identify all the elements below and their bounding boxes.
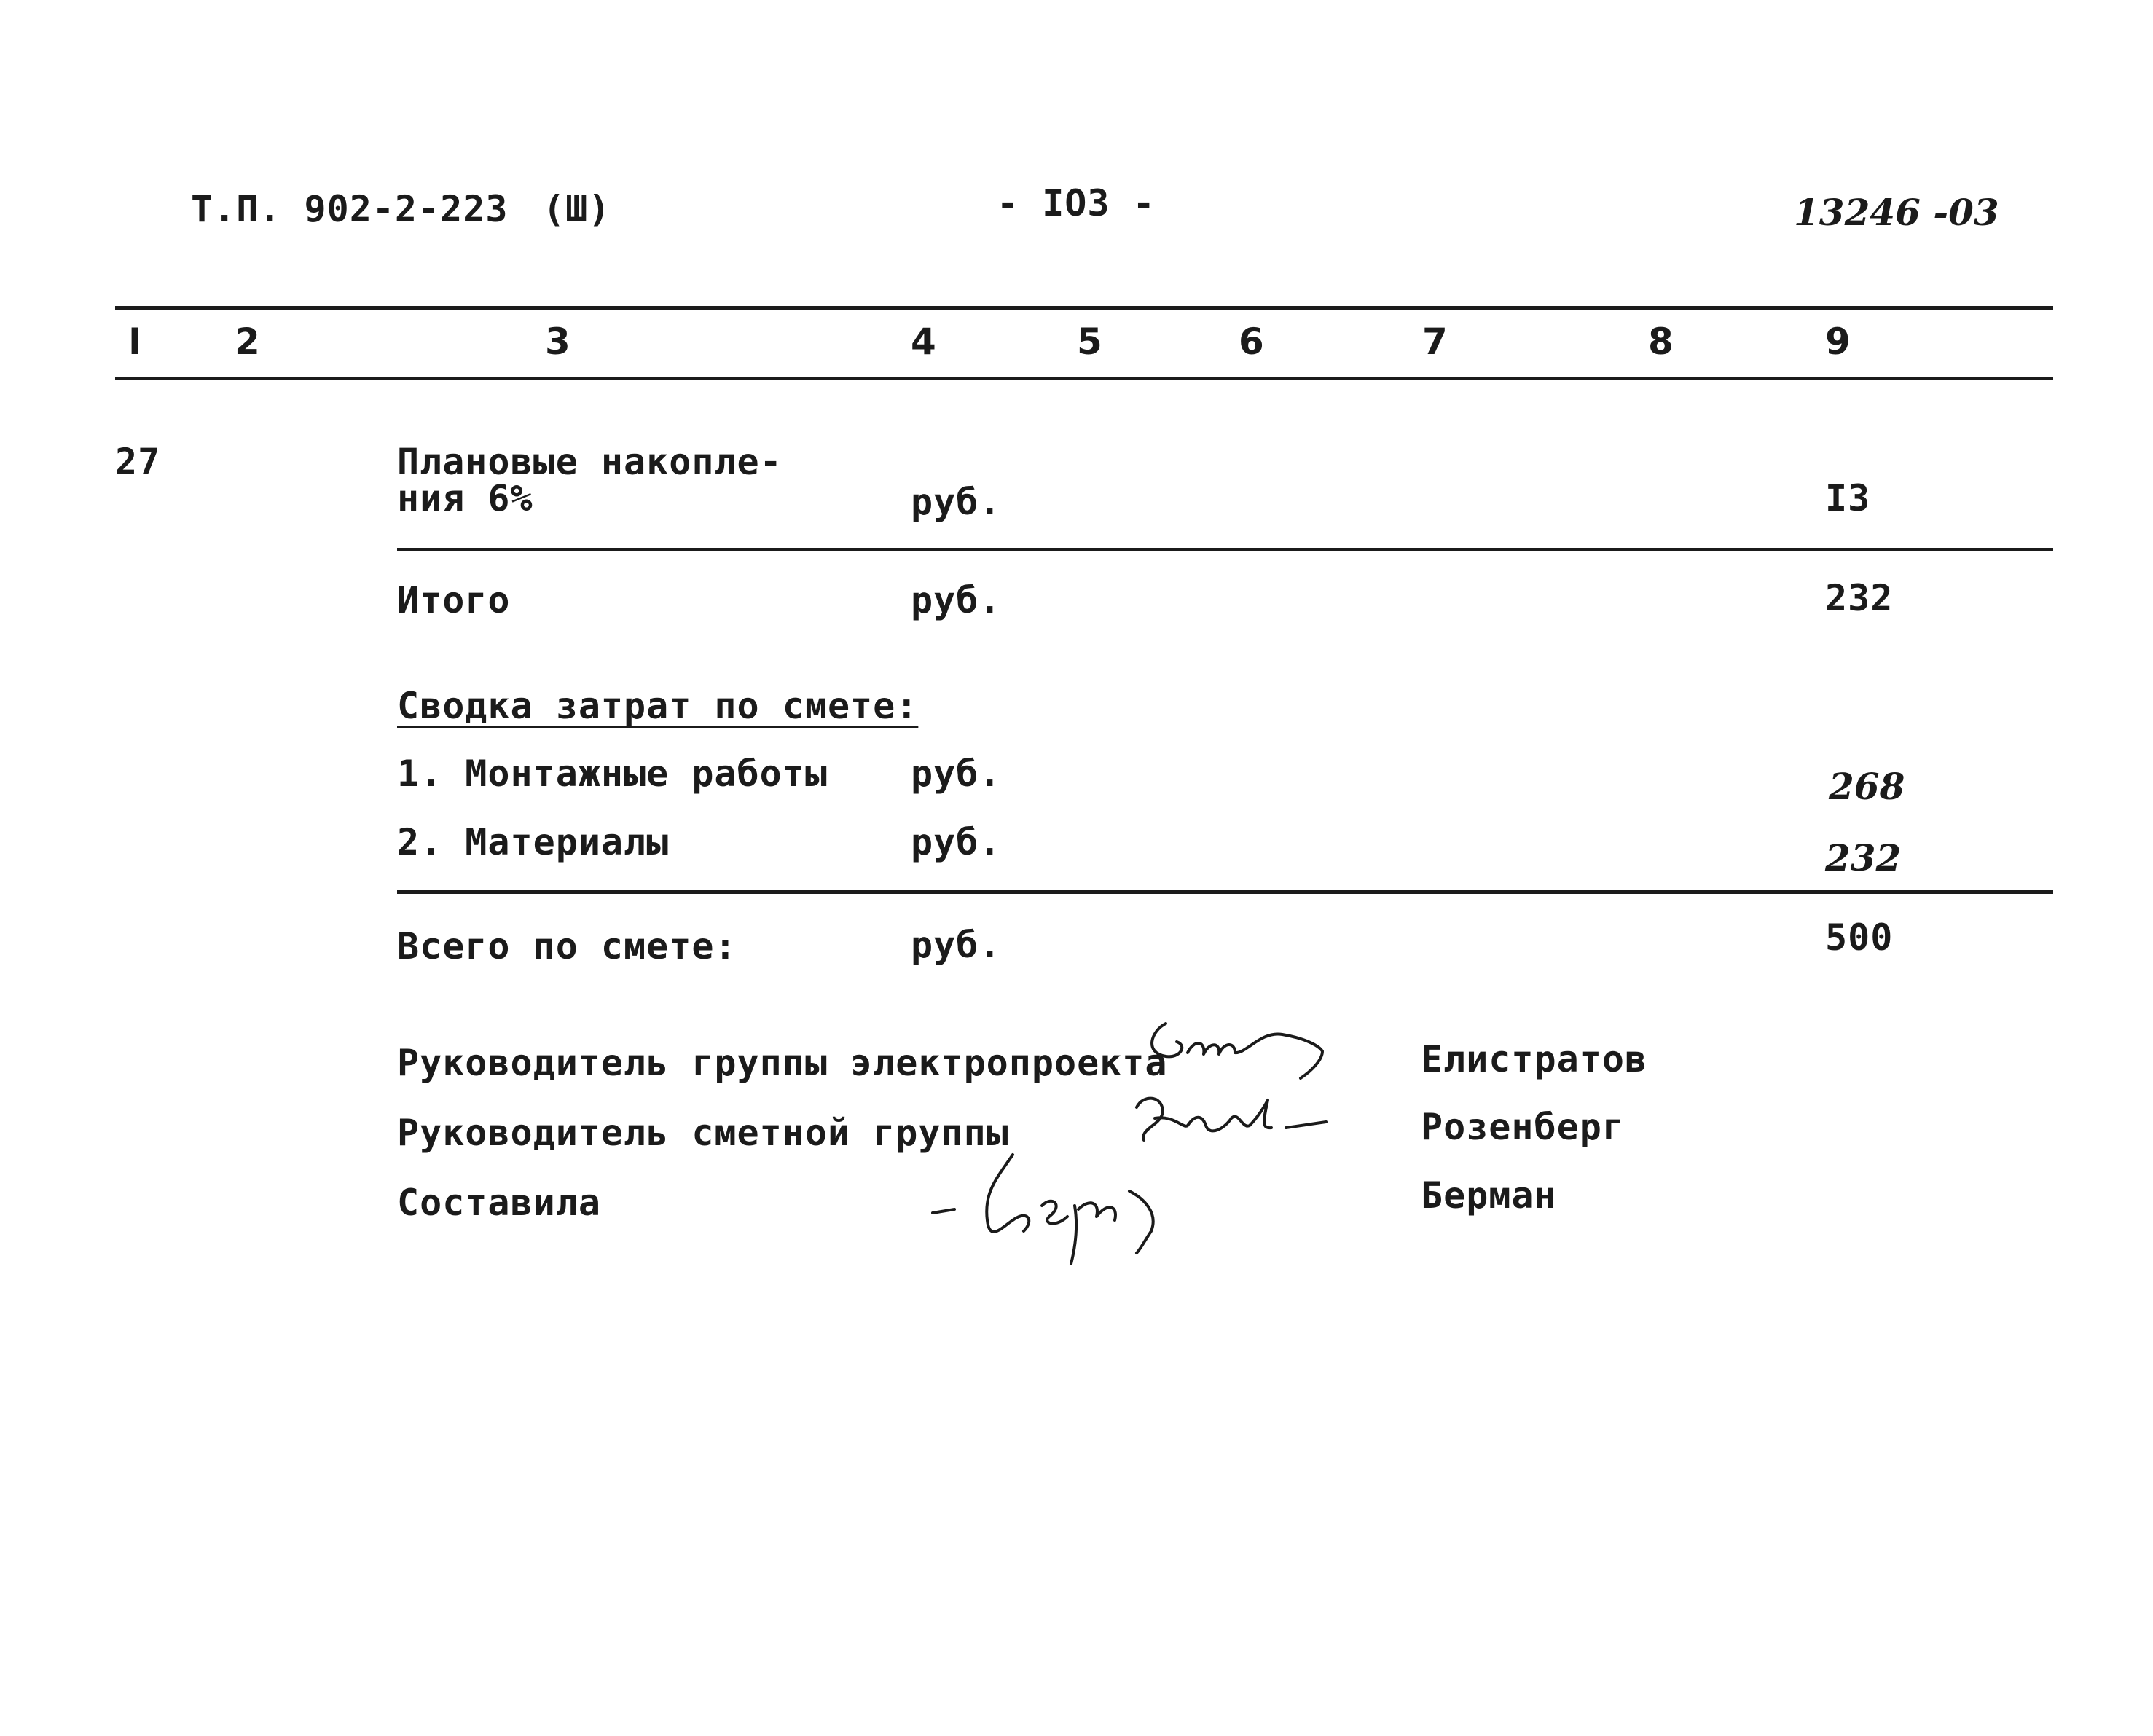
summary-item-label: 2. Материалы bbox=[397, 821, 670, 863]
doc-reference: Т.П. 902-2-223 bbox=[191, 188, 509, 230]
signer-role: Составила bbox=[397, 1182, 601, 1224]
signature-berman bbox=[933, 1147, 1195, 1271]
column-number: 7 bbox=[1422, 321, 1448, 363]
column-number: 6 bbox=[1239, 321, 1264, 363]
column-number: 2 bbox=[235, 321, 260, 363]
column-number: I bbox=[128, 321, 142, 363]
summary-item-value: 232 bbox=[1825, 836, 1902, 879]
item-name-line1: Плановые накопле- bbox=[397, 441, 783, 483]
subtotal-rule bbox=[397, 548, 2053, 551]
signature-elistratov bbox=[1137, 1009, 1341, 1089]
summary-item-label: 1. Монтажные работы bbox=[397, 753, 828, 795]
item-value: I3 bbox=[1825, 477, 1871, 519]
table-header-bottom-rule bbox=[115, 377, 2053, 380]
total-value: 232 bbox=[1825, 577, 1894, 619]
signer-role: Руководитель сметной группы bbox=[397, 1112, 1009, 1154]
summary-heading: Сводка затрат по смете: bbox=[397, 685, 919, 727]
item-name-line2: ния 6% bbox=[397, 477, 533, 519]
signer-name: Берман bbox=[1421, 1174, 1557, 1217]
signer-role: Руководитель группы электропроекта bbox=[397, 1042, 1168, 1084]
archive-code: 13246 -03 bbox=[1794, 191, 1999, 234]
column-number: 8 bbox=[1648, 321, 1674, 363]
signer-name: Розенберг bbox=[1421, 1106, 1625, 1148]
item-unit: руб. bbox=[911, 481, 1002, 523]
summary-item-value: 268 bbox=[1829, 765, 1905, 808]
summary-item-unit: руб. bbox=[911, 821, 1002, 863]
column-number: 5 bbox=[1077, 321, 1102, 363]
volume-mark: (Ш) bbox=[543, 188, 611, 230]
column-number: 4 bbox=[911, 321, 936, 363]
column-number: 9 bbox=[1825, 321, 1851, 363]
total-unit: руб. bbox=[911, 579, 1002, 621]
page-number: - IO3 - bbox=[997, 182, 1156, 224]
grand-total-value: 500 bbox=[1825, 916, 1894, 959]
grand-total-unit: руб. bbox=[911, 924, 1002, 966]
signer-name: Елистратов bbox=[1421, 1038, 1648, 1080]
total-label: Итого bbox=[397, 579, 511, 621]
grand-total-label: Всего по смете: bbox=[397, 925, 737, 967]
grand-total-rule bbox=[397, 890, 2053, 894]
table-top-rule bbox=[115, 306, 2053, 310]
summary-item-unit: руб. bbox=[911, 753, 1002, 795]
row-number: 27 bbox=[115, 441, 161, 483]
column-number: 3 bbox=[545, 321, 570, 363]
